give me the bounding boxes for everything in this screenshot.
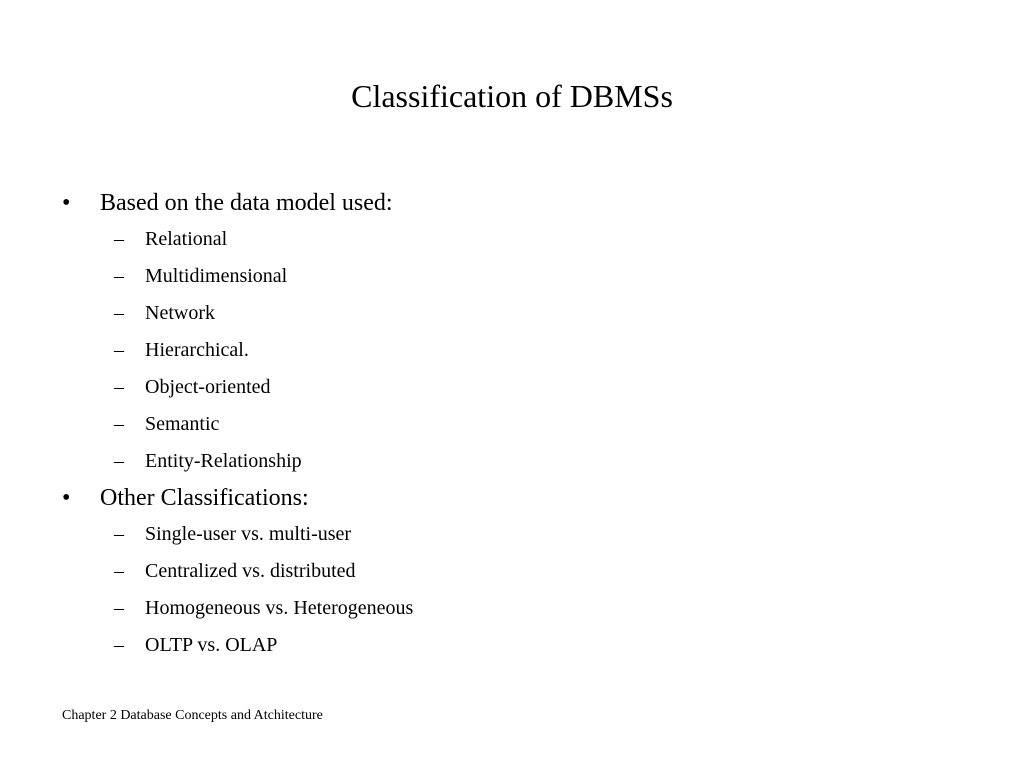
dash-icon: – xyxy=(114,265,124,287)
dash-icon: – xyxy=(114,228,124,250)
sub-bullet-label: Multidimensional xyxy=(145,265,288,287)
sub-bullet-item xyxy=(60,258,960,295)
sub-bullet-item xyxy=(60,332,960,369)
sub-bullet-label: Homogeneous vs. Heterogeneous xyxy=(145,597,414,619)
sub-bullet-item xyxy=(60,627,960,664)
sub-bullet-item xyxy=(60,295,960,332)
sub-bullet-item xyxy=(60,369,960,406)
sub-bullet-item xyxy=(60,406,960,443)
sub-bullet-label: Centralized vs. distributed xyxy=(145,560,356,582)
sub-bullet-item xyxy=(60,443,960,480)
sub-bullet-label: Semantic xyxy=(145,413,220,435)
sub-bullet-item xyxy=(60,553,960,590)
sub-bullet-label: Network xyxy=(145,302,215,324)
slide-footer: Chapter 2 Database Concepts and Atchitecture xyxy=(62,708,323,723)
sub-bullet-item xyxy=(60,590,960,627)
sub-bullet-item xyxy=(60,516,960,553)
dash-icon: – xyxy=(114,339,124,361)
sub-bullet-label: Entity-Relationship xyxy=(145,450,302,472)
bullet-label: Based on the data model used: xyxy=(100,190,393,216)
dash-icon: – xyxy=(114,597,124,619)
dash-icon: – xyxy=(114,413,124,435)
dash-icon: – xyxy=(114,302,124,324)
sub-bullet-label: Single-user vs. multi-user xyxy=(145,523,352,545)
bullet-list xyxy=(60,185,960,664)
dash-icon: – xyxy=(114,560,124,582)
dash-icon: – xyxy=(114,523,124,545)
dash-icon: – xyxy=(114,450,124,472)
bullet-icon: • xyxy=(62,485,71,511)
sub-bullet-item xyxy=(60,221,960,258)
slide-title: Classification of DBMSs xyxy=(351,78,673,114)
bullet-item-other-classifications xyxy=(60,480,960,516)
sub-bullet-label: Object-oriented xyxy=(145,376,271,398)
bullet-item-data-model xyxy=(60,185,960,221)
bullet-icon: • xyxy=(62,190,71,216)
bullet-label: Other Classifications: xyxy=(100,485,309,511)
dash-icon: – xyxy=(114,376,124,398)
sub-bullet-label: OLTP vs. OLAP xyxy=(145,634,278,656)
sub-bullet-label: Hierarchical. xyxy=(145,339,249,361)
dash-icon: – xyxy=(114,634,124,656)
sub-bullet-label: Relational xyxy=(145,228,228,250)
